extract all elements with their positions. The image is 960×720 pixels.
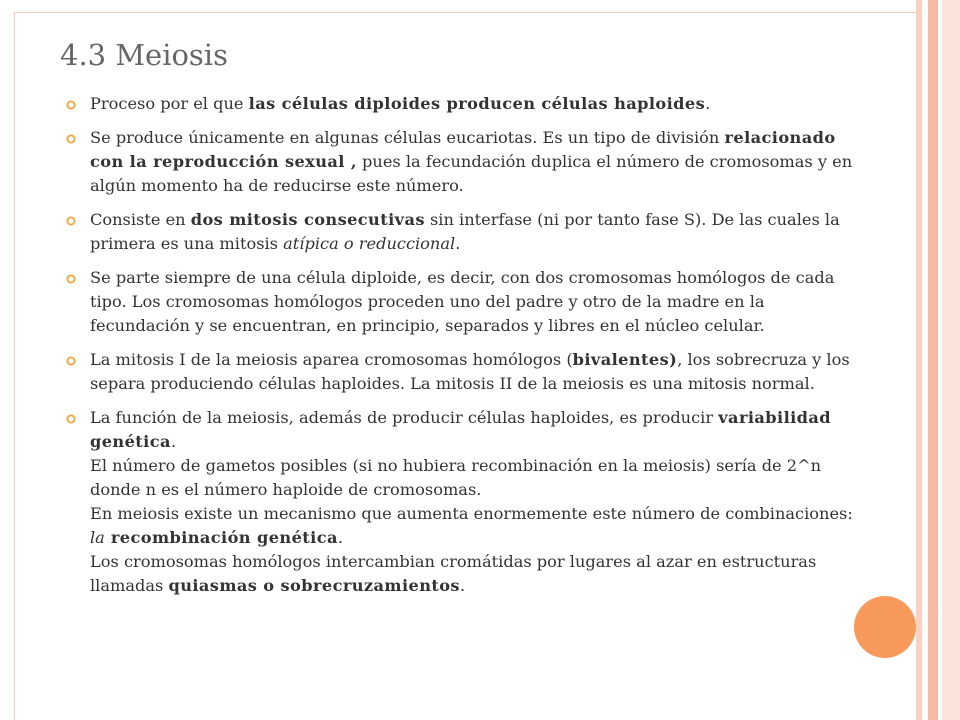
bold-text: quiasmas o sobrecruzamientos xyxy=(168,576,460,595)
text: . xyxy=(337,528,344,547)
text: La función de la meiosis, además de producir células haploides, es producir xyxy=(90,408,719,427)
list-item xyxy=(66,208,856,256)
ring-bullet-icon xyxy=(66,100,76,110)
stripe xyxy=(942,0,960,720)
text: La mitosis I de la meiosis aparea cromosomas homólogos ( xyxy=(90,350,573,369)
ring-bullet-icon xyxy=(66,414,76,424)
bullet-list xyxy=(66,92,856,608)
stripe xyxy=(928,0,938,720)
italic-text: atípica o reduccional xyxy=(283,234,456,253)
text: . xyxy=(455,234,461,253)
bold-text: variabilidad genética xyxy=(90,408,832,451)
list-item xyxy=(66,406,856,598)
paragraph-line xyxy=(90,550,856,598)
text: pues la fecundación duplica el número de cromosomas y en algún momento ha de reducirse este número. xyxy=(90,152,853,195)
ring-bullet-icon xyxy=(66,134,76,144)
list-item xyxy=(66,348,856,396)
list-item xyxy=(66,126,856,198)
italic-text: la xyxy=(90,528,105,547)
text: . xyxy=(170,432,177,451)
page-title: 4.3 Meiosis xyxy=(60,38,228,72)
text: sin interfase (ni por tanto fase S). De las cuales la primera es una mitosis xyxy=(90,210,840,253)
ring-bullet-icon xyxy=(66,356,76,366)
ring-bullet-icon xyxy=(66,274,76,284)
text: . xyxy=(459,576,466,595)
text: Los cromosomas homólogos intercambian cromátidas por lugares al azar en estructuras llamadas xyxy=(90,552,817,595)
text: Proceso por el que xyxy=(90,94,249,113)
ring-bullet-icon xyxy=(66,216,76,226)
text: Consiste en xyxy=(90,210,191,229)
bold-text: las células diploides producen células haploides xyxy=(248,94,706,113)
decorative-stripes xyxy=(916,0,960,720)
text: Se produce únicamente en algunas células eucariotas. Es un tipo de división xyxy=(90,128,725,147)
text: Se parte siempre de una célula diploide, es decir, con dos cromosomas homólogos de cada tipo. Los cromosomas homólogos proceden uno del padre y otro de la madre en la fecundación y se encuentran, en principio, separados y libres en el núcleo celular. xyxy=(90,268,835,335)
paragraph-line xyxy=(90,502,856,550)
paragraph-line: El número de gametos posibles (si no hubiera recombinación en la meiosis) sería de 2^n donde n es el número haploide de cromosomas. xyxy=(90,456,822,499)
list-item xyxy=(66,266,856,338)
bold-text: recombinación genética xyxy=(104,528,338,547)
bold-text: relacionado con la reproducción sexual , xyxy=(90,128,836,171)
text: . xyxy=(705,94,711,113)
paragraph-line xyxy=(90,406,856,454)
accent-circle xyxy=(854,596,916,658)
bold-text: dos mitosis consecutivas xyxy=(190,210,425,229)
text: , los sobrecruza y los separa produciendo células haploides. La mitosis II de la meiosis es una mitosis normal. xyxy=(90,350,850,393)
bold-text: bivalentes) xyxy=(572,350,678,369)
text: En meiosis existe un mecanismo que aumenta enormemente este número de combinaciones: xyxy=(90,504,853,523)
list-item xyxy=(66,92,856,116)
